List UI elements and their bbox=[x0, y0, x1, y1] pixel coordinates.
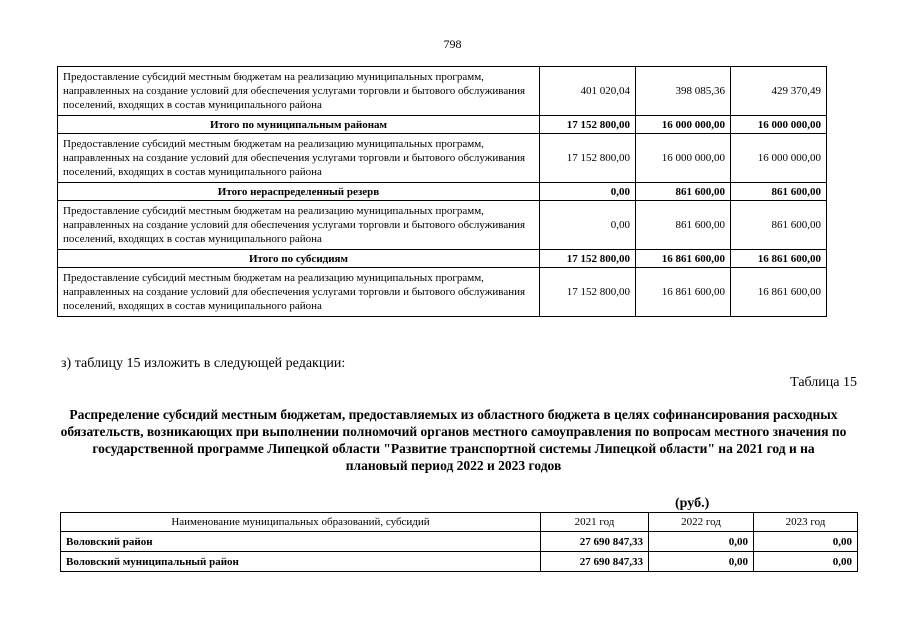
row-label: Воловский район bbox=[61, 532, 541, 552]
total-value-2021: 17 152 800,00 bbox=[540, 250, 636, 268]
units-label: (руб.) bbox=[675, 496, 710, 511]
table-row bbox=[58, 134, 827, 183]
total-label: Итого нераспределенный резерв bbox=[58, 183, 540, 201]
total-value-2021: 0,00 bbox=[540, 183, 636, 201]
row-value-2022: 16 000 000,00 bbox=[636, 134, 731, 183]
row-value-2021: 17 152 800,00 bbox=[540, 134, 636, 183]
total-value-2022: 16 000 000,00 bbox=[636, 116, 731, 134]
table-row bbox=[58, 67, 827, 116]
header-2022: 2022 год bbox=[649, 513, 754, 532]
subsidy-table-continued bbox=[57, 66, 827, 317]
row-label: Предоставление субсидий местным бюджетам на реализацию муниципальных программ, направленных на создание условий для обеспечения услугами торговли и бытового обслуживания поселений, входящих в состав муниципального района bbox=[58, 67, 540, 116]
row-value-2021: 17 152 800,00 bbox=[540, 268, 636, 317]
row-value-2023: 16 861 600,00 bbox=[731, 268, 827, 317]
row-label: Воловский муниципальный район bbox=[61, 552, 541, 572]
table-number-label: Таблица 15 bbox=[790, 375, 857, 390]
total-value-2023: 16 000 000,00 bbox=[731, 116, 827, 134]
total-value-2022: 861 600,00 bbox=[636, 183, 731, 201]
table-row bbox=[61, 532, 858, 552]
total-value-2023: 16 861 600,00 bbox=[731, 250, 827, 268]
row-value-2023: 0,00 bbox=[754, 552, 858, 572]
header-name: Наименование муниципальных образований, субсидий bbox=[61, 513, 541, 532]
row-value-2022: 398 085,36 bbox=[636, 67, 731, 116]
row-value-2022: 0,00 bbox=[649, 532, 754, 552]
page-number: 798 bbox=[443, 37, 462, 51]
header-2021: 2021 год bbox=[541, 513, 649, 532]
total-value-2021: 17 152 800,00 bbox=[540, 116, 636, 134]
table-row bbox=[61, 552, 858, 572]
row-value-2022: 0,00 bbox=[649, 552, 754, 572]
row-value-2021: 401 020,04 bbox=[540, 67, 636, 116]
total-value-2023: 861 600,00 bbox=[731, 183, 827, 201]
table-title: Распределение субсидий местным бюджетам, предоставляемых из областного бюджета в целях софинансирования расходных обязательств, возникающих при выполнении полномочий органов местного самоуправления по вопросам местного значения по государственной программе Липецкой области "Развитие транспортной системы Липецкой области" на 2021 год и на плановый период 2022 и 2023 годов bbox=[60, 407, 847, 473]
total-row bbox=[58, 183, 827, 201]
total-row bbox=[58, 116, 827, 134]
table-header-row bbox=[61, 513, 858, 532]
total-value-2022: 16 861 600,00 bbox=[636, 250, 731, 268]
row-value-2023: 861 600,00 bbox=[731, 201, 827, 250]
row-label: Предоставление субсидий местным бюджетам на реализацию муниципальных программ, направленных на создание условий для обеспечения услугами торговли и бытового обслуживания поселений, входящих в состав муниципального района bbox=[58, 201, 540, 250]
table-row bbox=[58, 268, 827, 317]
row-value-2022: 861 600,00 bbox=[636, 201, 731, 250]
row-value-2023: 16 000 000,00 bbox=[731, 134, 827, 183]
row-value-2021: 27 690 847,33 bbox=[541, 552, 649, 572]
row-label: Предоставление субсидий местным бюджетам на реализацию муниципальных программ, направленных на создание условий для обеспечения услугами торговли и бытового обслуживания поселений, входящих в состав муниципального района bbox=[58, 268, 540, 317]
row-value-2021: 0,00 bbox=[540, 201, 636, 250]
row-value-2022: 16 861 600,00 bbox=[636, 268, 731, 317]
total-label: Итого по субсидиям bbox=[58, 250, 540, 268]
header-2023: 2023 год bbox=[754, 513, 858, 532]
table-row bbox=[58, 201, 827, 250]
transport-subsidy-table bbox=[60, 512, 858, 572]
amendment-intro: з) таблицу 15 изложить в следующей редакции: bbox=[61, 356, 346, 371]
row-value-2023: 0,00 bbox=[754, 532, 858, 552]
row-value-2021: 27 690 847,33 bbox=[541, 532, 649, 552]
total-label: Итого по муниципальным районам bbox=[58, 116, 540, 134]
total-row bbox=[58, 250, 827, 268]
row-value-2023: 429 370,49 bbox=[731, 67, 827, 116]
row-label: Предоставление субсидий местным бюджетам на реализацию муниципальных программ, направленных на создание условий для обеспечения услугами торговли и бытового обслуживания поселений, входящих в состав муниципального района bbox=[58, 134, 540, 183]
